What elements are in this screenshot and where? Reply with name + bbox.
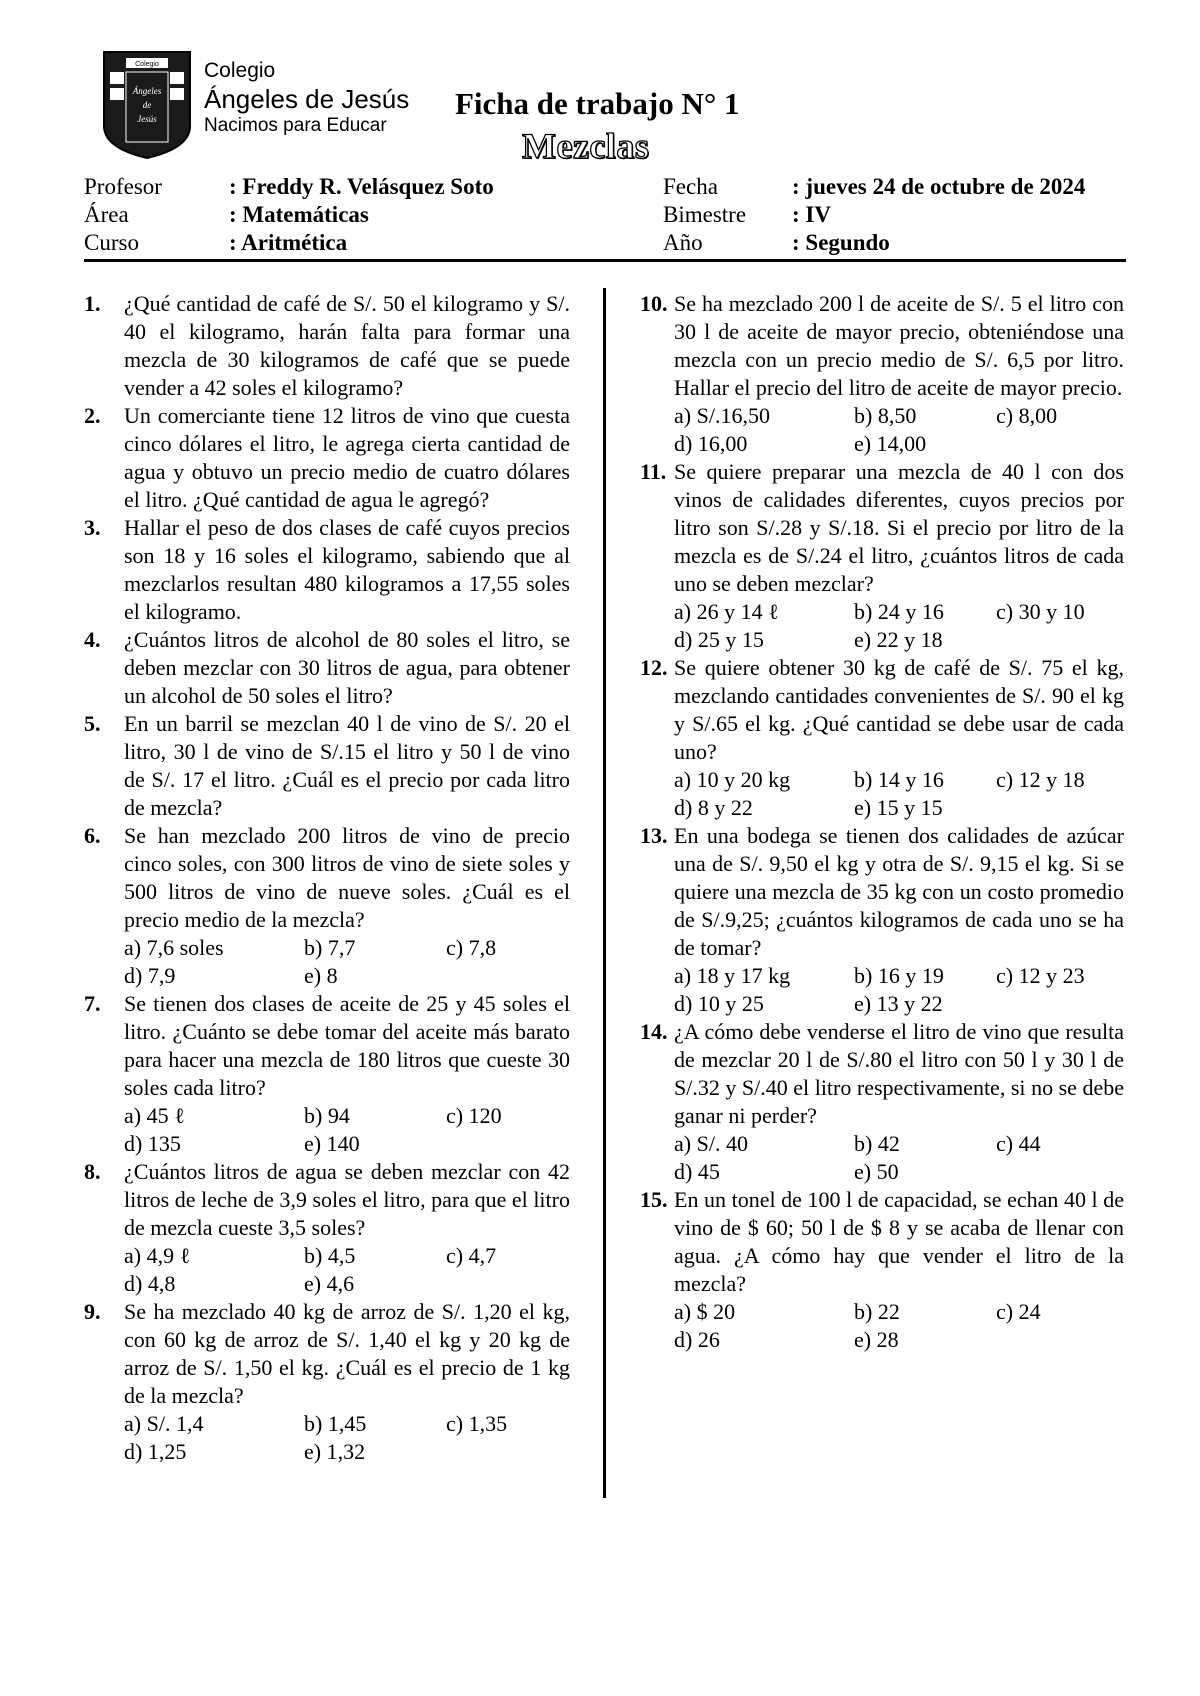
answer-options — [674, 598, 1124, 654]
problem-item — [640, 1018, 1124, 1186]
problem-text: Hallar el peso de dos clases de café cuyos precios son 18 y 16 soles el kilogramo, sabiendo que al mezclarlos resultan 480 kilogramos a 17,55 soles el kilogramo. — [124, 515, 570, 624]
answer-option: c) 4,7 — [446, 1243, 497, 1268]
problem-item — [84, 402, 570, 514]
answer-option: a) $ 20 — [674, 1299, 736, 1324]
problem-text: ¿Qué cantidad de café de S/. 50 el kilogramo y S/. 40 el kilogramo, harán falta para formar una mezcla de 30 kilogramos de café que se puede vender a 42 soles el kilogramo? — [124, 291, 570, 400]
school-crest-logo — [100, 50, 194, 160]
school-name-block — [204, 58, 409, 138]
answer-option: d) 25 y 15 — [674, 627, 764, 652]
area-label: Área — [84, 202, 129, 227]
answer-option: e) 8 — [304, 963, 338, 988]
problem-number: 5. — [84, 711, 101, 736]
answer-option: c) 12 y 23 — [996, 963, 1085, 988]
problem-text: ¿Cuántos litros de alcohol de 80 soles el litro, se deben mezclar con 30 litros de agua, para obtener un alcohol de 50 soles el litro? — [124, 627, 570, 708]
anio-label: Año — [663, 230, 703, 255]
answer-option: c) 8,00 — [996, 403, 1058, 428]
problem-item — [84, 1298, 570, 1466]
problem-number: 13. — [640, 823, 668, 848]
answer-option: a) 7,6 soles — [124, 935, 224, 960]
problem-number: 3. — [84, 515, 101, 540]
svg-text:Ángeles: Ángeles — [132, 86, 162, 96]
bimestre-value: : IV — [792, 202, 831, 227]
answer-option: a) S/.16,50 — [674, 403, 770, 428]
problem-text: En un barril se mezclan 40 l de vino de S/. 20 el litro, 30 l de vino de S/.15 el litro y 50 l de vino de S/. 17 el litro. ¿Cuál es el precio por cada litro de mezcla? — [124, 711, 570, 820]
worksheet-title: Ficha de trabajo N° 1 — [455, 86, 740, 121]
problem-item — [84, 822, 570, 990]
svg-text:Jesús: Jesús — [137, 114, 157, 124]
problem-text: ¿Cuántos litros de agua se deben mezclar con 42 litros de leche de 3,9 soles el litro, para que el litro de mezcla cueste 3,5 soles? — [124, 1159, 570, 1240]
answer-options — [124, 934, 570, 990]
answer-option: a) 4,9 ℓ — [124, 1243, 191, 1268]
problem-number: 9. — [84, 1299, 101, 1324]
problem-item — [84, 290, 570, 402]
answer-option: d) 135 — [124, 1131, 181, 1156]
problem-number: 1. — [84, 291, 101, 316]
problem-item — [84, 1158, 570, 1298]
school-motto: Nacimos para Educar — [204, 115, 387, 136]
answer-options — [674, 1298, 1124, 1354]
fecha-label: Fecha — [663, 174, 718, 199]
answer-option: c) 120 — [446, 1103, 502, 1128]
answer-option: e) 28 — [854, 1327, 899, 1352]
answer-option: b) 42 — [854, 1131, 900, 1156]
problem-item — [640, 290, 1124, 458]
answer-option: e) 13 y 22 — [854, 991, 943, 1016]
problems-left-column — [84, 290, 570, 1466]
answer-option: a) 10 y 20 kg — [674, 767, 791, 792]
answer-option: c) 44 — [996, 1131, 1041, 1156]
answer-option: c) 24 — [996, 1299, 1041, 1324]
answer-option: b) 7,7 — [304, 935, 356, 960]
answer-option: a) 45 ℓ — [124, 1103, 185, 1128]
problem-number: 14. — [640, 1019, 668, 1044]
problem-item — [84, 990, 570, 1158]
school-line-2: Ángeles de Jesús — [204, 84, 410, 114]
anio-value: : Segundo — [792, 230, 890, 255]
fecha-value: : jueves 24 de octubre de 2024 — [792, 174, 1086, 199]
problem-number: 12. — [640, 655, 668, 680]
problem-text: Se han mezclado 200 litros de vino de precio cinco soles, con 300 litros de vino de siete soles y 500 litros de vino de nueve soles. ¿Cuál es el precio medio de la mezcla? — [124, 823, 570, 932]
answer-option: b) 24 y 16 — [854, 599, 944, 624]
topic-title: Mezclas — [522, 126, 650, 166]
curso-value: : Aritmética — [229, 230, 348, 255]
answer-option: e) 1,32 — [304, 1439, 366, 1464]
answer-option: e) 140 — [304, 1131, 360, 1156]
answer-option: b) 94 — [304, 1103, 350, 1128]
problem-text: En un tonel de 100 l de capacidad, se echan 40 l de vino de $ 60; 50 l de $ 8 y se acaba de llenar con agua. ¿A cómo hay que vender el litro de la mezcla? — [674, 1187, 1124, 1296]
problem-item — [84, 626, 570, 710]
school-line-1: Colegio — [204, 59, 276, 82]
curso-label: Curso — [84, 230, 139, 255]
answer-option: c) 1,35 — [446, 1411, 508, 1436]
problem-text: Se quiere obtener 30 kg de café de S/. 75 el kg, mezclando cantidades convenientes de S/. 90 el kg y S/.65 el kg. ¿Qué cantidad se debe usar de cada uno? — [674, 655, 1124, 764]
info-table — [84, 174, 1122, 258]
answer-option: d) 8 y 22 — [674, 795, 753, 820]
info-row-curso — [84, 230, 1122, 258]
answer-option: d) 10 y 25 — [674, 991, 764, 1016]
answer-option: c) 7,8 — [446, 935, 497, 960]
answer-option: d) 1,25 — [124, 1439, 187, 1464]
problem-text: Se ha mezclado 40 kg de arroz de S/. 1,20 el kg, con 60 kg de arroz de S/. 1,40 el kg y 20 kg de arroz de S/. 1,50 el kg. ¿Cuál es el precio de 1 kg de la mezcla? — [124, 1299, 570, 1408]
header-divider — [84, 259, 1126, 262]
problems-right-column — [640, 290, 1124, 1354]
svg-text:de: de — [142, 100, 152, 110]
answer-options — [124, 1410, 570, 1466]
answer-options — [674, 402, 1124, 458]
problem-text: Se quiere preparar una mezcla de 40 l con dos vinos de calidades diferentes, cuyos precios por litro son S/.28 y S/.18. Si el precio por litro de la mezcla es de S/.24 el litro, ¿cuántos litros de cada uno se deben mezclar? — [674, 459, 1124, 596]
answer-option: e) 15 y 15 — [854, 795, 943, 820]
problem-number: 10. — [640, 291, 668, 316]
answer-option: b) 22 — [854, 1299, 900, 1324]
answer-option: d) 45 — [674, 1159, 720, 1184]
problem-text: Se tienen dos clases de aceite de 25 y 45 soles el litro. ¿Cuánto se debe tomar del aceite más barato para hacer una mezcla de 180 litros que cueste 30 soles cada litro? — [124, 991, 570, 1100]
column-divider — [603, 288, 606, 1498]
profesor-value: : Freddy R. Velásquez Soto — [229, 174, 494, 199]
problem-number: 7. — [84, 991, 101, 1016]
problem-number: 4. — [84, 627, 101, 652]
answer-option: e) 4,6 — [304, 1271, 355, 1296]
problem-item — [84, 710, 570, 822]
problem-number: 15. — [640, 1187, 668, 1212]
problem-text: Un comerciante tiene 12 litros de vino que cuesta cinco dólares el litro, le agrega cierta cantidad de agua y obtuvo un precio medio de cuatro dólares el litro. ¿Qué cantidad de agua le agregó? — [124, 403, 570, 512]
problem-number: 2. — [84, 403, 101, 428]
answer-option: e) 14,00 — [854, 431, 927, 456]
answer-option: a) S/. 40 — [674, 1131, 748, 1156]
answer-option: d) 4,8 — [124, 1271, 176, 1296]
problem-text: Se ha mezclado 200 l de aceite de S/. 5 el litro con 30 l de aceite de mayor precio, obteniéndose una mezcla con un precio medio de S/. 6,5 por litro. Hallar el precio del litro de aceite de mayor precio. — [674, 291, 1124, 400]
problem-item — [640, 1186, 1124, 1354]
answer-option: b) 1,45 — [304, 1411, 367, 1436]
answer-options — [674, 962, 1124, 1018]
answer-option: b) 8,50 — [854, 403, 917, 428]
answer-option: b) 14 y 16 — [854, 767, 944, 792]
answer-option: d) 26 — [674, 1327, 720, 1352]
answer-option: e) 50 — [854, 1159, 899, 1184]
problem-number: 8. — [84, 1159, 101, 1184]
answer-option: e) 22 y 18 — [854, 627, 943, 652]
problem-number: 6. — [84, 823, 101, 848]
answer-option: a) S/. 1,4 — [124, 1411, 204, 1436]
svg-text:Colegio: Colegio — [135, 61, 159, 68]
problem-text: ¿A cómo debe venderse el litro de vino que resulta de mezclar 20 l de S/.80 el litro con 50 l y 30 l de S/.32 y S/.40 el litro respectivamente, si no se debe ganar ni perder? — [674, 1019, 1124, 1128]
answer-option: b) 4,5 — [304, 1243, 356, 1268]
problem-item — [84, 514, 570, 626]
answer-options — [674, 1130, 1124, 1186]
problem-number: 11. — [640, 459, 667, 484]
answer-options — [674, 766, 1124, 822]
area-value: : Matemáticas — [229, 202, 369, 227]
answer-option: b) 16 y 19 — [854, 963, 944, 988]
problem-item — [640, 822, 1124, 1018]
answer-option: d) 16,00 — [674, 431, 748, 456]
answer-option: c) 30 y 10 — [996, 599, 1085, 624]
bimestre-label: Bimestre — [663, 202, 747, 227]
info-row-area — [84, 202, 1122, 230]
profesor-label: Profesor — [84, 174, 162, 199]
answer-option: d) 7,9 — [124, 963, 176, 988]
info-row-profesor — [84, 174, 1122, 202]
problem-item — [640, 458, 1124, 654]
answer-option: a) 26 y 14 ℓ — [674, 599, 779, 624]
problem-text: En una bodega se tienen dos calidades de azúcar una de S/. 9,50 el kg y otra de S/. 9,15 el kg. Si se quiere una mezcla de 35 kg con un costo promedio de S/.9,25; ¿cuántos kilogramos de cada uno se ha de tomar? — [674, 823, 1124, 960]
answer-option: c) 12 y 18 — [996, 767, 1085, 792]
problem-item — [640, 654, 1124, 822]
answer-options — [124, 1102, 570, 1158]
answer-options — [124, 1242, 570, 1298]
answer-option: a) 18 y 17 kg — [674, 963, 791, 988]
